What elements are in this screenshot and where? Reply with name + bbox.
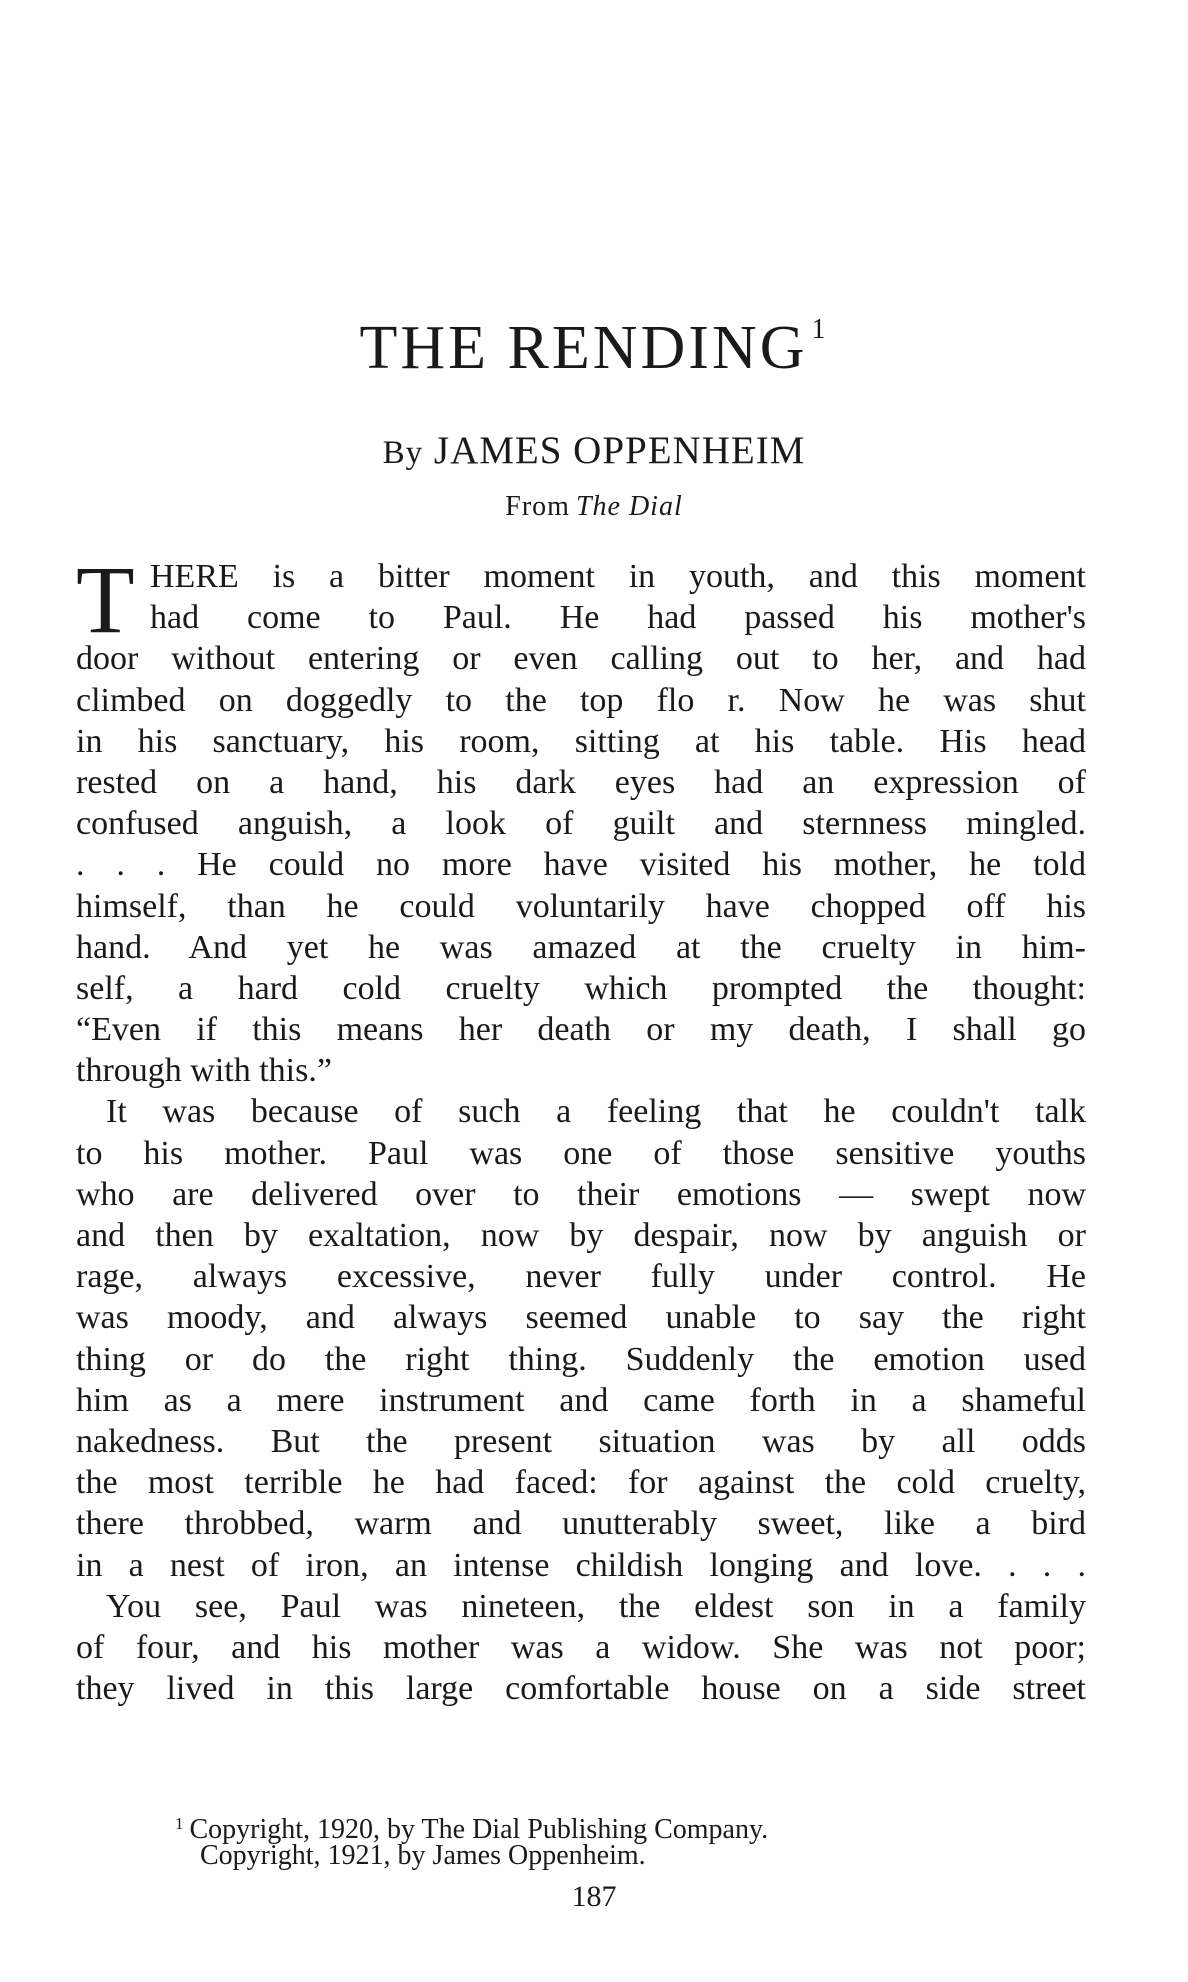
body-line: him as a mere instrument and came forth in a shameful [76, 1381, 1086, 1419]
footnote-2 [200, 1840, 646, 1872]
body-line: was moody, and always seemed unable to say the right [76, 1299, 1086, 1337]
body-line: It was because of such a feeling that he couldn't talk [106, 1093, 1086, 1131]
author-byline [0, 428, 1188, 473]
body-line: rested on a hand, his dark eyes had an expression of [76, 763, 1086, 801]
body-line: confused anguish, a look of guilt and sternness mingled. [76, 805, 1086, 843]
body-line: to his mother. Paul was one of those sensitive youths [76, 1134, 1086, 1172]
body-line: in a nest of iron, an intense childish longing and love. . . . [76, 1546, 1086, 1584]
body-line: there throbbed, warm and unutterably sweet, like a bird [76, 1505, 1086, 1543]
source-title: The Dial [575, 491, 683, 522]
footnote-marker: 1 [175, 1814, 184, 1833]
body-line: of four, and his mother was a widow. She was not poor; [76, 1628, 1086, 1666]
body-line: and then by exaltation, now by despair, now by anguish or [76, 1217, 1086, 1254]
source-prefix: From [505, 491, 570, 522]
author-name: JAMES OPPENHEIM [433, 429, 806, 472]
body-line: . . . He could no more have visited his mother, he told [76, 846, 1086, 884]
source-line [0, 491, 1188, 523]
body-line: rage, always excessive, never fully under control. He [76, 1258, 1086, 1296]
chapter-title-text: THE RENDING [359, 314, 808, 382]
body-line: who are delivered over to their emotions — swept now [76, 1175, 1086, 1213]
body-line: in his sanctuary, his room, sitting at his table. His head [76, 722, 1086, 760]
body-line: himself, than he could voluntarily have chopped off his [76, 887, 1086, 925]
body-line: through with this.” [76, 1052, 332, 1090]
title-footnote-marker: 1 [811, 314, 829, 345]
body-line: HERE is a bitter moment in youth, and this moment [150, 558, 1086, 595]
body-line: had come to Paul. He had passed his mother's [150, 599, 1086, 637]
footnote-line-2: Copyright, 1921, by James Oppenheim. [200, 1840, 646, 1871]
chapter-title [0, 314, 1188, 382]
body-line: self, a hard cold cruelty which prompted the thought: [76, 969, 1086, 1007]
body-line: hand. And yet he was amazed at the cruelty in him- [76, 928, 1086, 966]
body-line: nakedness. But the present situation was by all odds [76, 1422, 1086, 1460]
footnote-line-1: Copyright, 1920, by The Dial Publishing Company. [189, 1814, 769, 1845]
body-line: they lived in this large comfortable house on a side street [76, 1670, 1086, 1708]
body-line: thing or do the right thing. Suddenly the emotion used [76, 1340, 1086, 1378]
body-line: the most terrible he had faced: for against the cold cruelty, [76, 1464, 1086, 1502]
page-number: 187 [571, 1880, 617, 1913]
byline-prefix: By [382, 435, 424, 471]
drop-cap: T [76, 546, 135, 653]
body-line: “Even if this means her death or my death, I shall go [76, 1011, 1086, 1049]
body-text [76, 556, 1086, 1709]
body-line: You see, Paul was nineteen, the eldest son in a family [106, 1587, 1086, 1625]
body-line: door without entering or even calling out to her, and had [76, 640, 1086, 678]
body-line: climbed on doggedly to the top flo r. Now he was shut [76, 681, 1086, 719]
